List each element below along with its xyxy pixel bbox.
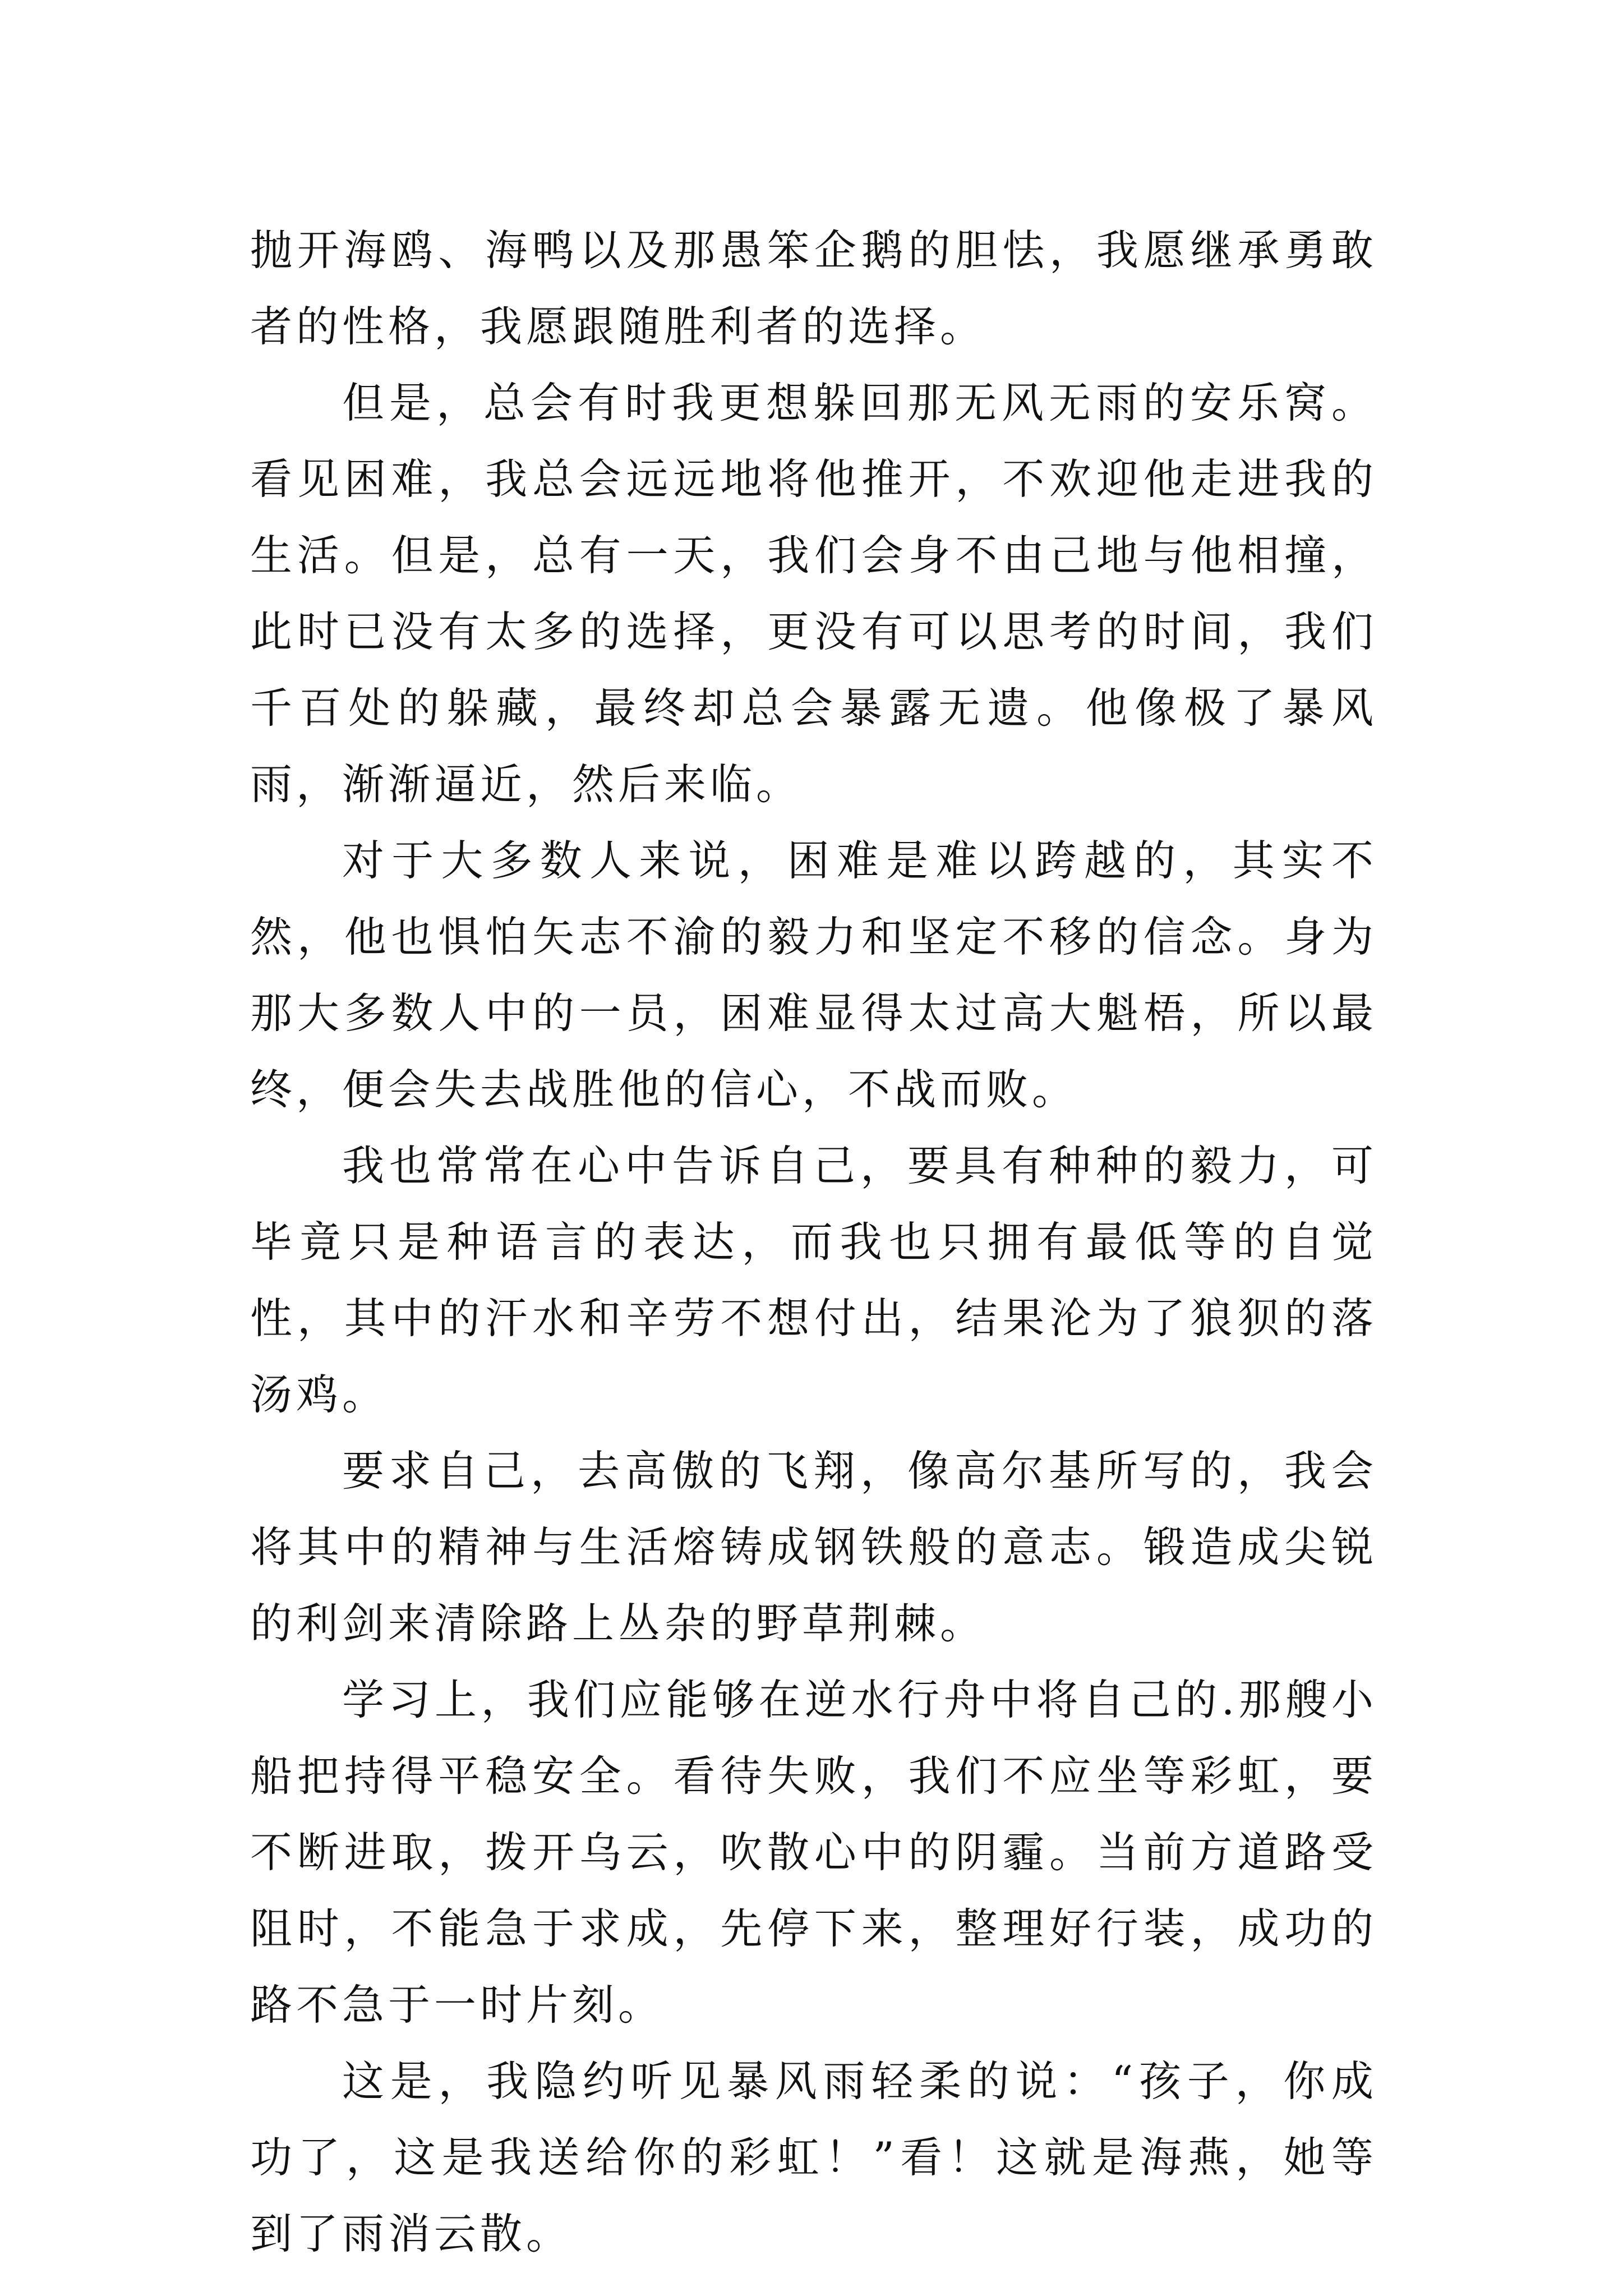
paragraph-1: 抛开海鸥、海鸭以及那愚笨企鹅的胆怯，我愿继承勇敢者的性格，我愿跟随胜利者的选择。 [250,226,1377,351]
paragraph-2: 但是，总会有时我更想躲回那无风无雨的安乐窝。看见困难，我总会远远地将他推开，不欢迎他走进我的生活。但是，总有一天，我们会身不由己地与他相撞，此时已没有太多的选择，更没有可以思考的时间，我们千百处的躲藏，最终却总会暴露无遗。他像极了暴风雨，渐渐逼近，然后来临。 [250,378,1377,809]
paragraph-5: 要求自己，去高傲的飞翔，像高尔基所写的，我会将其中的精神与生活熔铸成钢铁般的意志。锻造成尖锐的利剑来清除路上丛杂的野草荆棘。 [250,1446,1377,1648]
paragraph-3: 对于大多数人来说，困难是难以跨越的，其实不然，他也惧怕矢志不渝的毅力和坚定不移的信念。身为那大多数人中的一员，困难显得太过高大魁梧，所以最终，便会失去战胜他的信心，不战而败。 [250,836,1377,1114]
paragraph-4: 我也常常在心中告诉自己，要具有种种的毅力，可毕竟只是种语言的表达，而我也只拥有最低等的自觉性，其中的汗水和辛劳不想付出，结果沦为了狼狈的落汤鸡。 [250,1141,1377,1419]
document-body [250,212,1377,2272]
paragraph-7: 这是，我隐约听见暴风雨轻柔的说：“孩子，你成功了，这是我送给你的彩虹！”看！这就是海燕，她等到了雨消云散。 [250,2056,1377,2258]
paragraph-6: 学习上，我们应能够在逆水行舟中将自己的.那艘小船把持得平稳安全。看待失败，我们不应坐等彩虹，要不断进取，拨开乌云，吹散心中的阴霾。当前方道路受阻时，不能急于求成，先停下来，整理好行装，成功的路不急于一时片刻。 [250,1675,1377,2030]
